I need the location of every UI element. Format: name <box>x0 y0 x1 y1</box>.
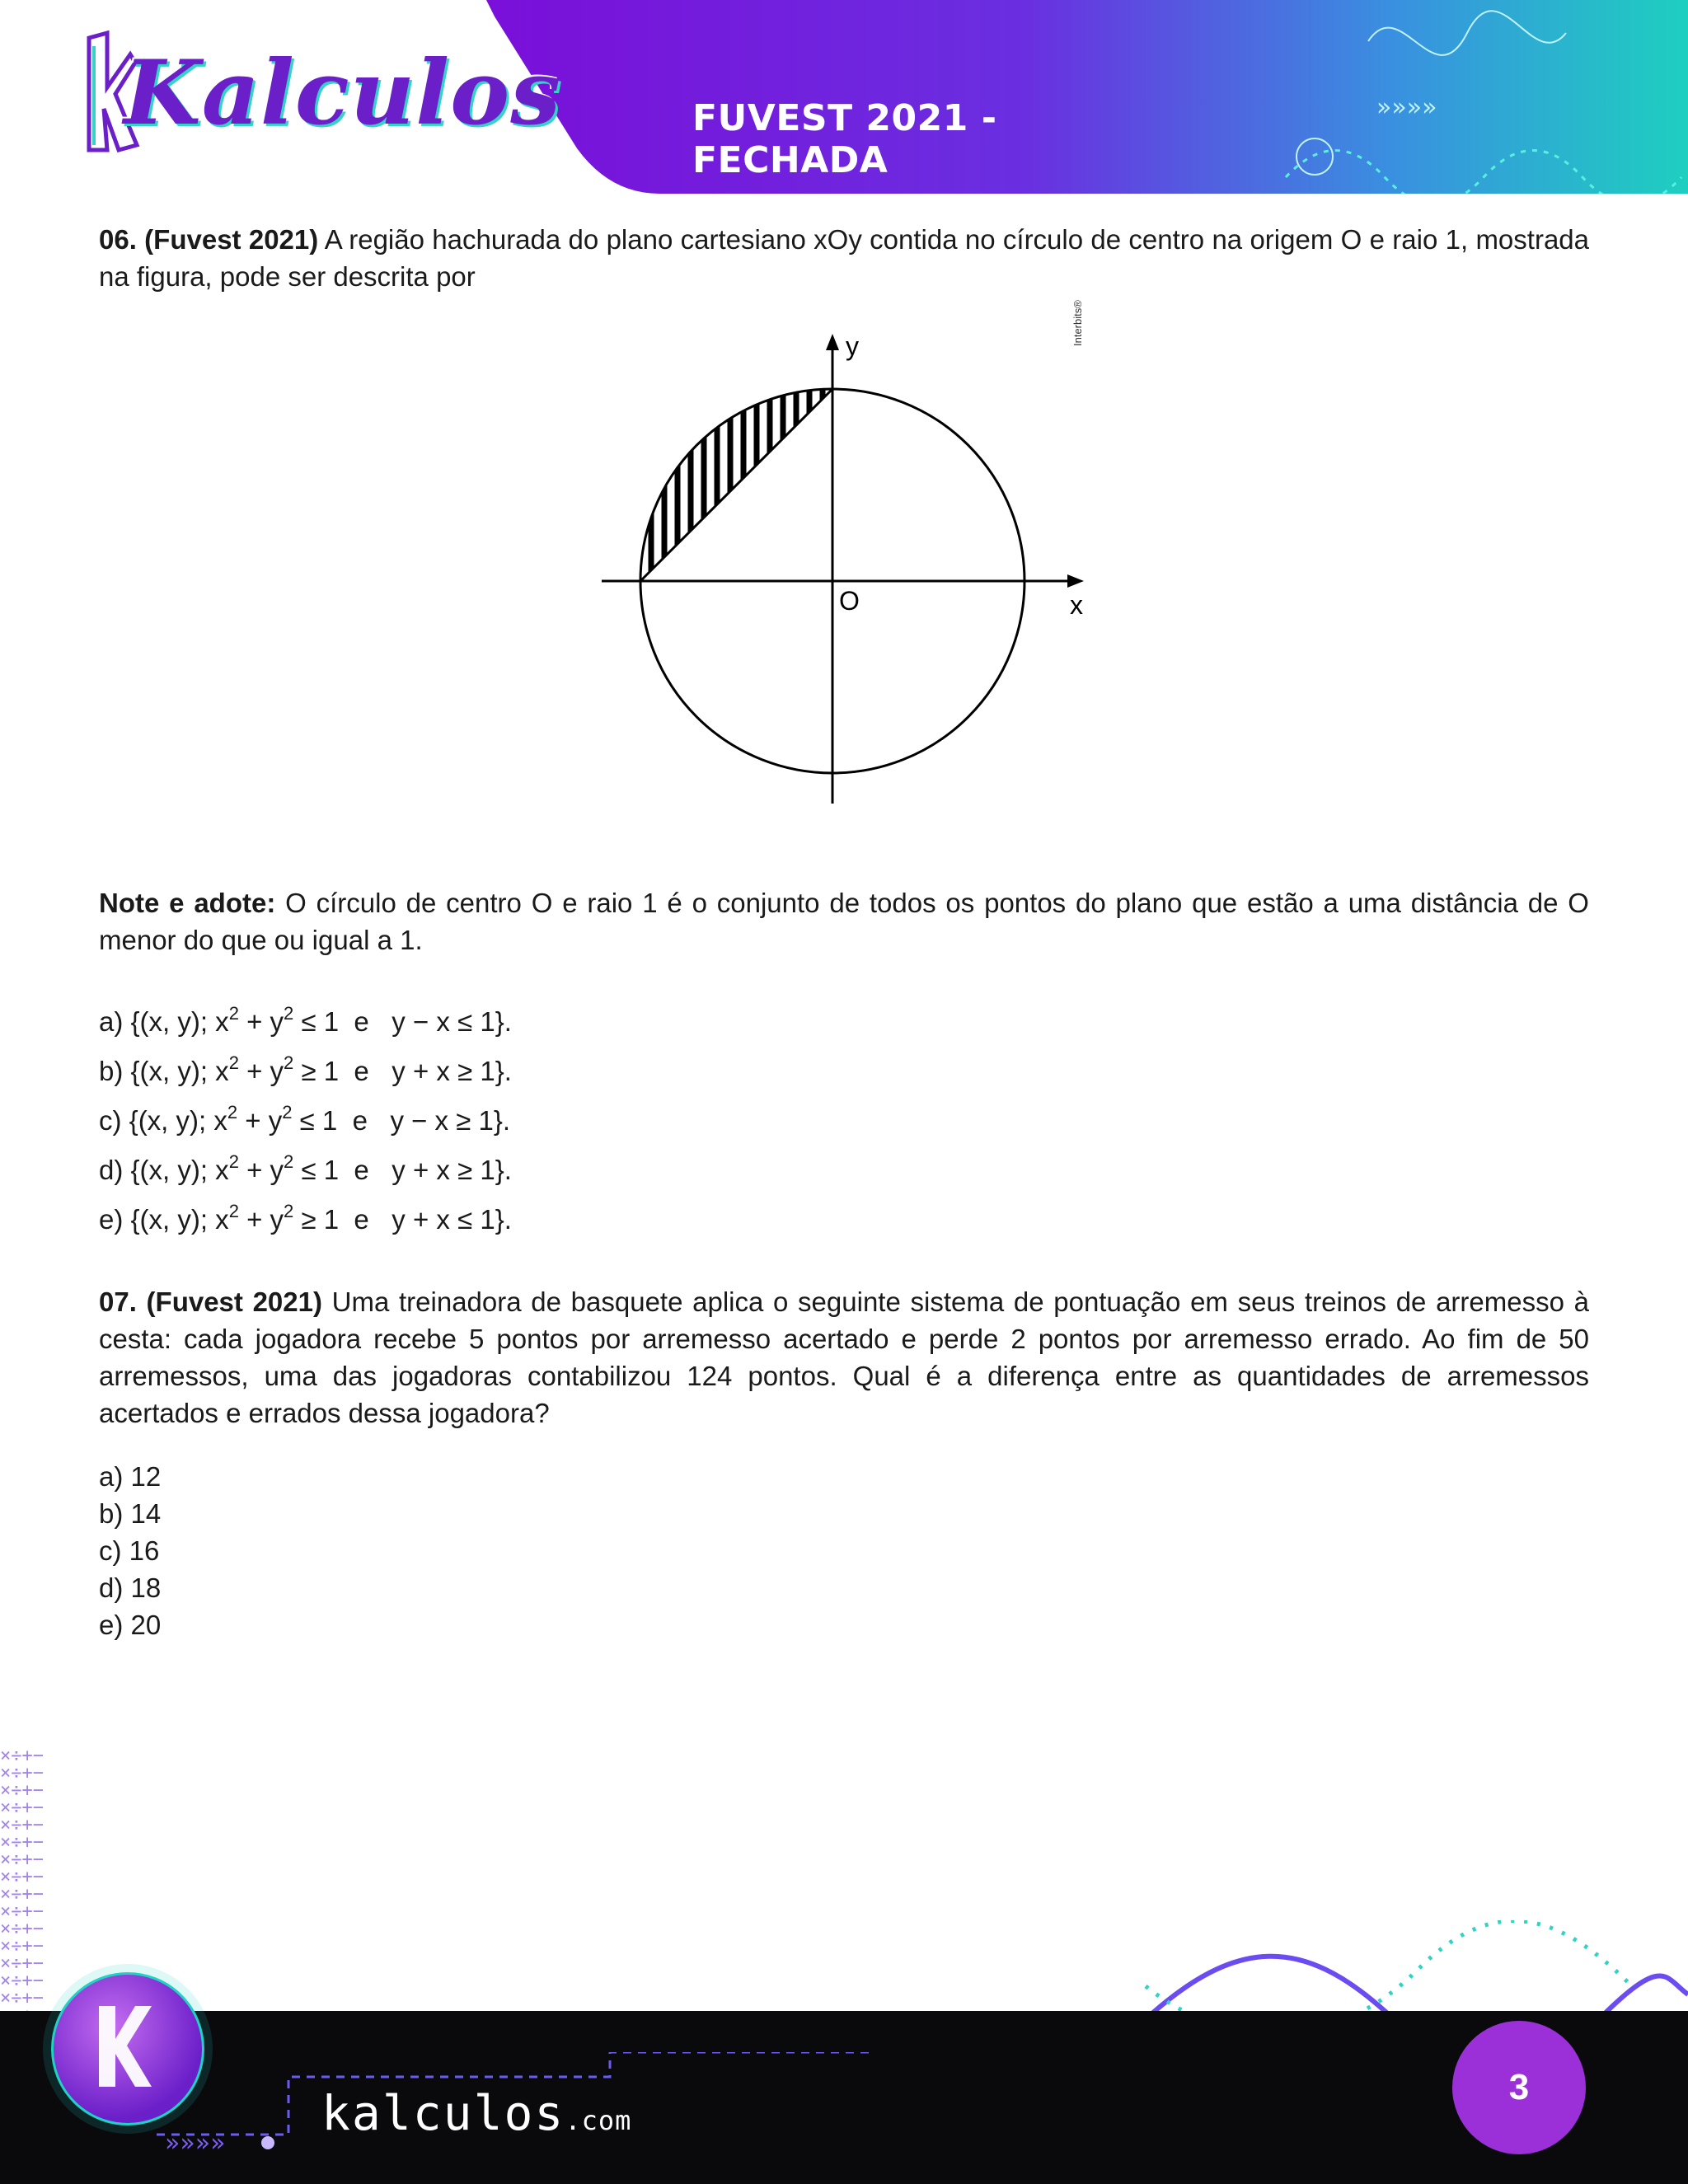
question-06 <box>99 221 1589 295</box>
note-label: Note e adote: <box>99 888 276 918</box>
x-axis-label: x <box>1070 590 1083 620</box>
option-b: b) 14 <box>99 1498 162 1529</box>
svg-text:»»»»: »»»» <box>165 2129 226 2158</box>
y-axis-arrow-icon <box>826 334 839 350</box>
origin-label: O <box>839 586 860 616</box>
note-text: O círculo de centro O e raio 1 é o conjunto de todos os pontos do plano que estão a uma distância de O menor do que ou igual a 1. <box>99 888 1589 955</box>
note-paragraph <box>99 884 1589 958</box>
badge-k-icon <box>92 2001 158 2092</box>
question-06-text: A região hachurada do plano cartesiano xOy contida no círculo de centro na origem O e raio 1, mostrada na figura, pode ser descrita por <box>99 224 1589 292</box>
note-block <box>99 884 1589 958</box>
option-b: b) {(x, y); $x^2 + y^2 \ge 1$ e y + x ≥ 1}. <box>99 1052 512 1086</box>
question-07-statement <box>99 1283 1589 1432</box>
footer-website[interactable]: kalculos.com <box>321 2085 632 2141</box>
question-06-label: 06. (Fuvest 2021) <box>99 224 319 255</box>
figure-watermark: Interbits® <box>1071 300 1084 346</box>
option-a: a) 12 <box>99 1461 162 1492</box>
chord-line <box>640 389 832 581</box>
option-d: d) 18 <box>99 1572 162 1603</box>
question-07-text: Uma treinadora de basquete aplica o seguinte sistema de pontuação em seus treinos de arremesso à cesta: cada jogadora recebe 5 pontos por arremesso acertado e perde 2 pontos por arremesso errado. Ao fim de 50 arremessos, uma das jogadoras contabilizou 124 pontos. Qual é a diferença entre as quantidades de arremessos acertados e errados dessa jogadora? <box>99 1286 1589 1428</box>
logo-wordmark: Kalculos <box>124 41 562 145</box>
question-07-label: 07. (Fuvest 2021) <box>99 1286 322 1317</box>
page-number: 3 <box>1508 2067 1530 2107</box>
option-a: a) {(x, y); $x^2 + y^2 \le 1$ e y − x ≤ 1}. <box>99 1003 512 1037</box>
question-06-statement <box>99 221 1589 295</box>
page-title: FUVEST 2021 - FECHADA <box>692 97 997 181</box>
option-c: c) {(x, y); $x^2 + y^2 \le 1$ e y − x ≥ 1}. <box>99 1102 511 1136</box>
question-06-options <box>99 997 512 1244</box>
option-e: e) {(x, y); $x^2 + y^2 \ge 1$ e y + x ≤ 1}. <box>99 1201 512 1235</box>
question-07 <box>99 1283 1589 1643</box>
math-symbols-decoration: ×÷+− ×÷+− ×÷+− ×÷+− ×÷+− ×÷+− ×÷+− ×÷+− ×÷+− ×÷+− ×÷+− ×÷+− ×÷+− ×÷+− ×÷+− <box>0 1746 44 2008</box>
svg-text:»»»»: »»»» <box>1376 93 1437 122</box>
x-axis-arrow-icon <box>1067 574 1084 588</box>
option-c: c) 16 <box>99 1535 160 1566</box>
y-axis-label: y <box>846 331 859 361</box>
option-e: e) 20 <box>99 1610 162 1640</box>
circle-figure <box>577 326 1113 820</box>
option-d: d) {(x, y); $x^2 + y^2 \le 1$ e y + x ≥ 1}. <box>99 1151 512 1185</box>
